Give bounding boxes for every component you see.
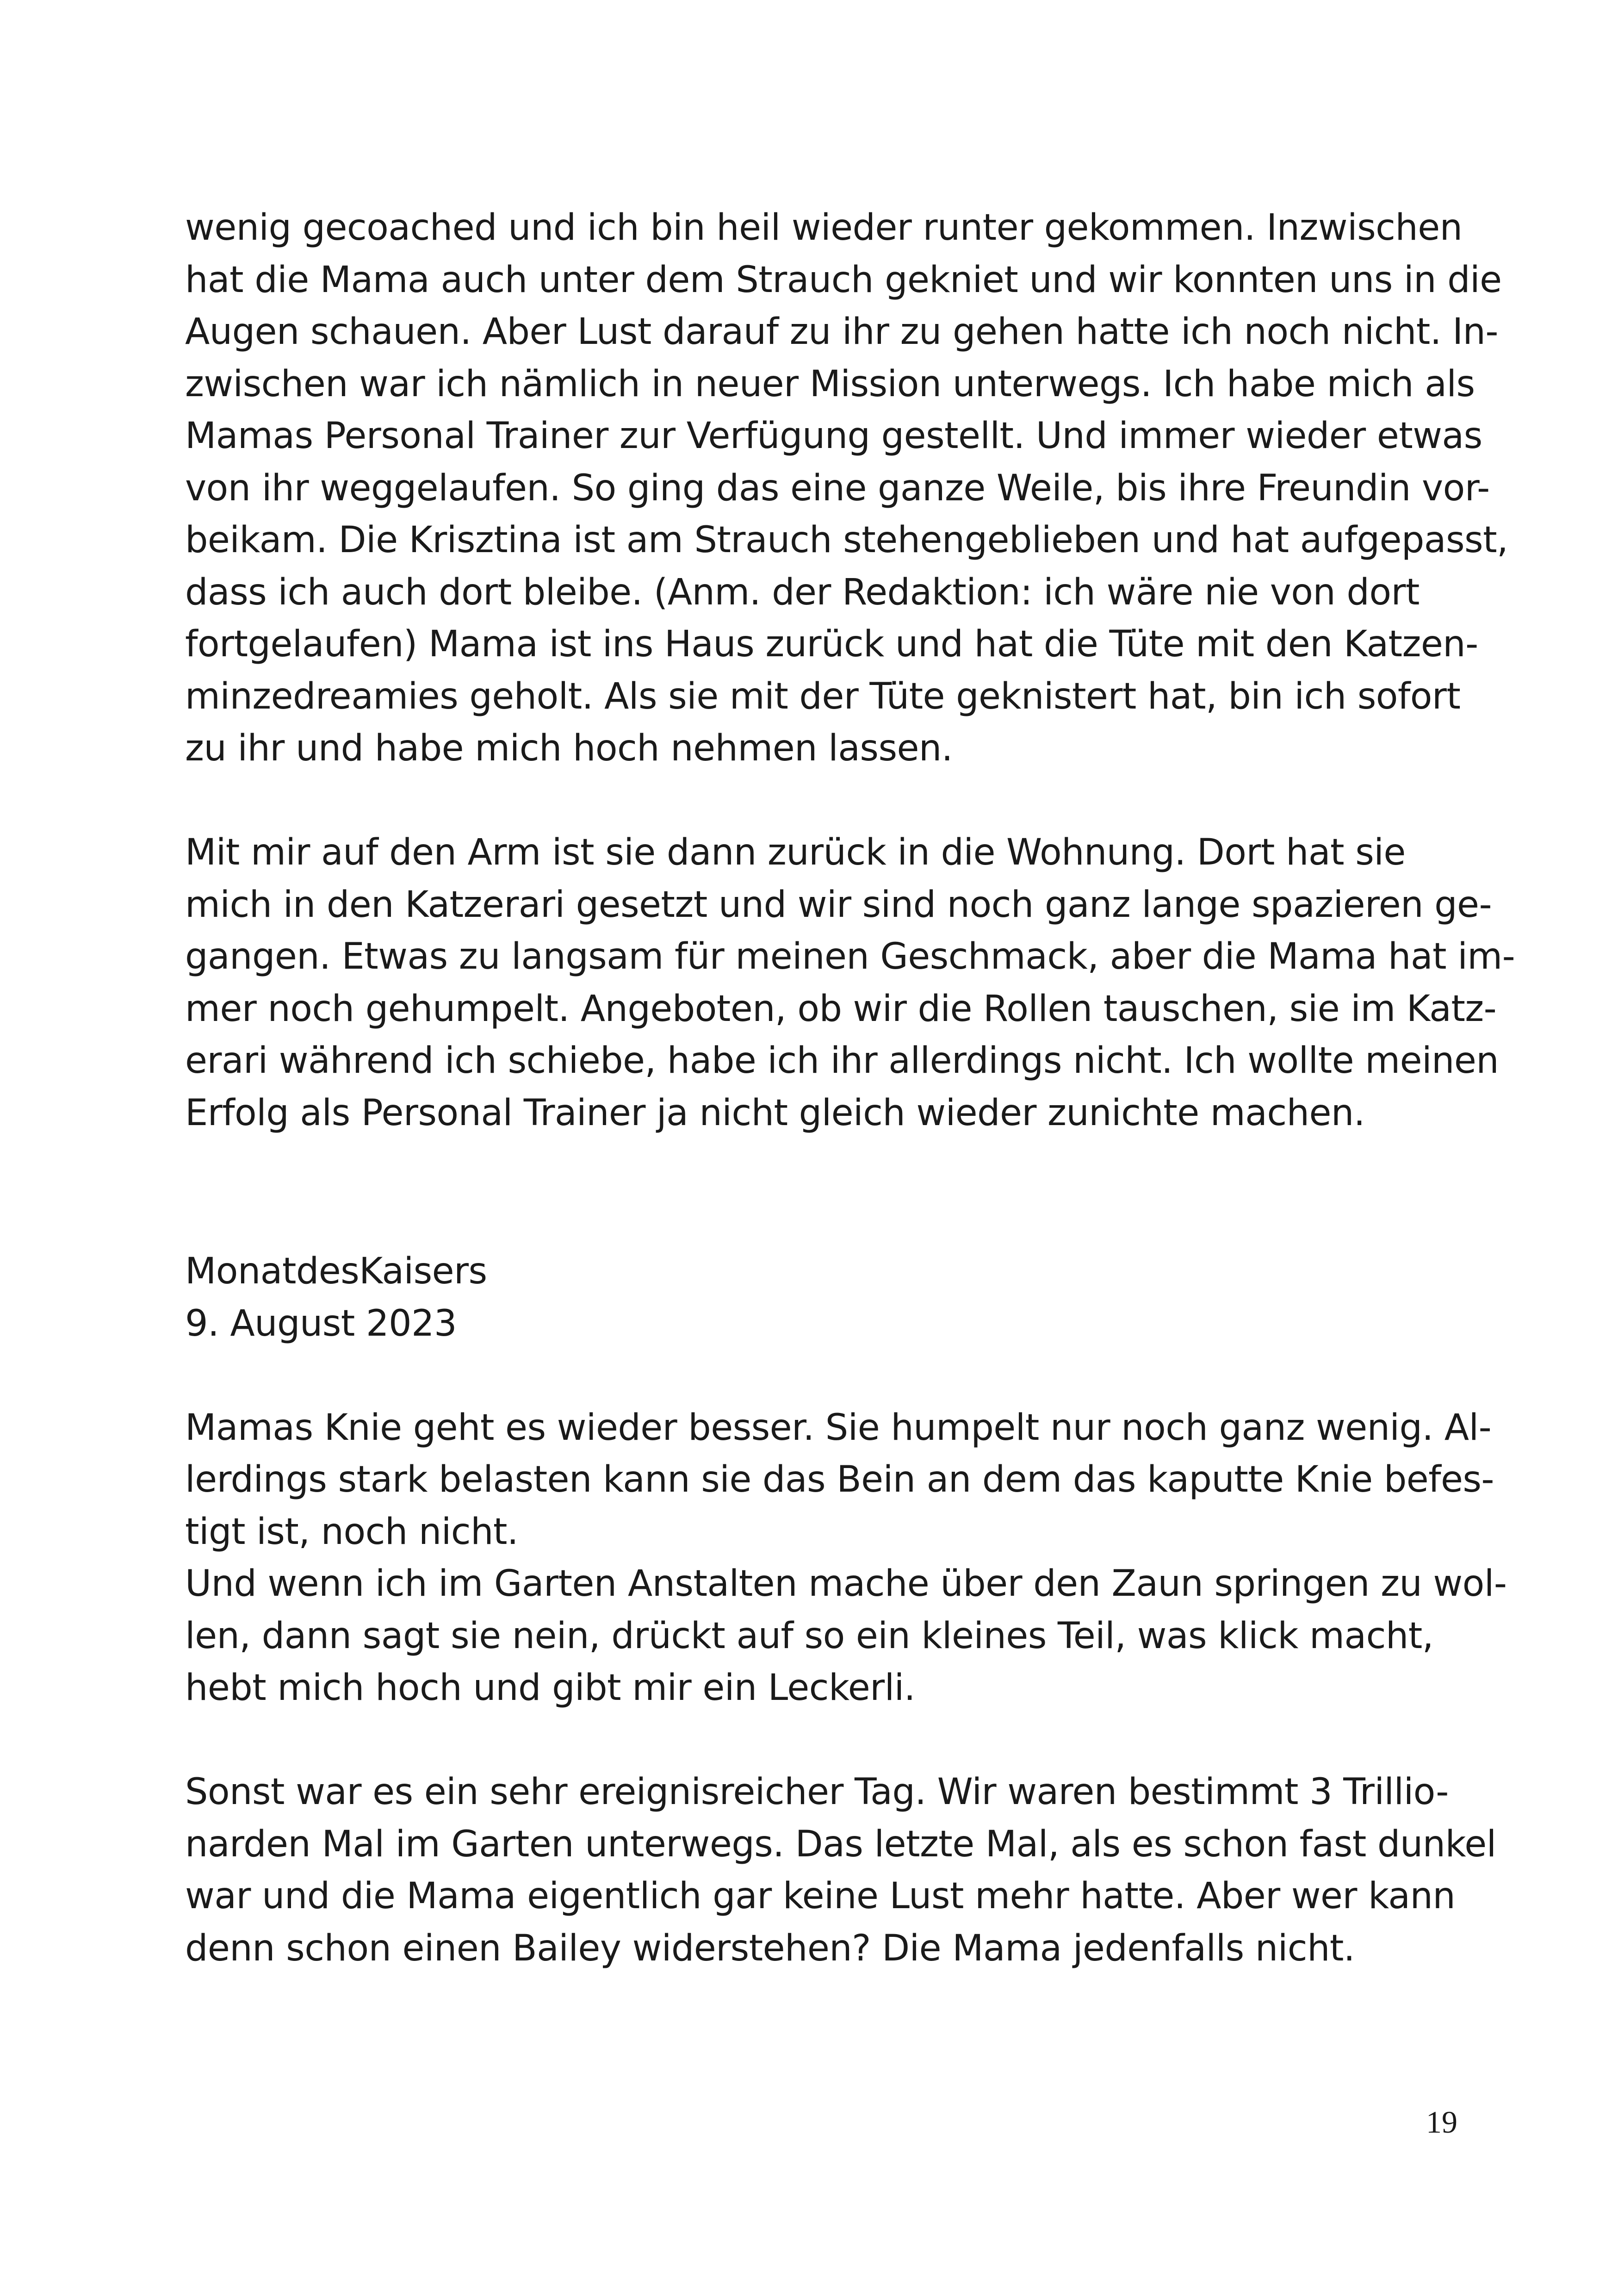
text-line: gangen. Etwas zu langsam für meinen Geschmack, aber die Mama hat im-	[185, 936, 1515, 977]
text-line: tigt ist, noch nicht.	[185, 1511, 519, 1553]
entry-header	[185, 1245, 1453, 1350]
text-line: Mit mir auf den Arm ist sie dann zurück in die Wohnung. Dort hat sie	[185, 832, 1406, 873]
text-line: wenig gecoached und ich bin heil wieder runter gekommen. Inzwischen	[185, 207, 1463, 249]
paragraph-spacer	[185, 775, 1453, 827]
text-line: Erfolg als Personal Trainer ja nicht gleich wieder zunichte machen.	[185, 1092, 1365, 1134]
text-line: fortgelaufen) Mama ist ins Haus zurück und hat die Tüte mit den Katzen-	[185, 623, 1478, 665]
page-content	[185, 202, 1515, 1974]
paragraph-garden	[185, 1766, 1496, 1974]
section-spacer	[185, 1139, 1453, 1245]
text-line: erari während ich schiebe, habe ich ihr allerdings nicht. Ich wollte meinen	[185, 1040, 1499, 1082]
paragraph-spacer	[185, 1714, 1453, 1767]
entry-date: 9. August 2023	[185, 1302, 457, 1344]
entry-heading: MonatdesKaisers	[185, 1251, 487, 1292]
text-line: narden Mal im Garten unterwegs. Das letzte Mal, als es schon fast dunkel	[185, 1823, 1496, 1865]
text-line: zwischen war ich nämlich in neuer Mission unterwegs. Ich habe mich als	[185, 363, 1475, 405]
text-line: Augen schauen. Aber Lust darauf zu ihr zu gehen hatte ich noch nicht. In-	[185, 311, 1498, 353]
text-line: hebt mich hoch und gibt mir ein Leckerli.	[185, 1667, 915, 1709]
text-line: Und wenn ich im Garten Anstalten mache über den Zaun springen zu wol-	[185, 1563, 1507, 1605]
text-line: Sonst war es ein sehr ereignisreicher Tag. Wir waren bestimmt 3 Trillio-	[185, 1771, 1449, 1813]
page-number: 19	[1426, 2104, 1457, 2140]
text-line: war und die Mama eigentlich gar keine Lust mehr hatte. Aber wer kann	[185, 1875, 1456, 1917]
text-line: minzedreamies geholt. Als sie mit der Tüte geknistert hat, bin ich sofort	[185, 675, 1461, 717]
text-line: len, dann sagt sie nein, drückt auf so ein kleines Teil, was klick macht,	[185, 1615, 1433, 1657]
text-line: mer noch gehumpelt. Angeboten, ob wir die Rollen tauschen, sie im Katz-	[185, 988, 1497, 1030]
text-line: Mamas Personal Trainer zur Verfügung gestellt. Und immer wieder etwas	[185, 415, 1482, 457]
text-line: hat die Mama auch unter dem Strauch gekniet und wir konnten uns in die	[185, 259, 1502, 301]
text-line: mich in den Katzerari gesetzt und wir sind noch ganz lange spazieren ge-	[185, 884, 1492, 926]
text-line: lerdings stark belasten kann sie das Bein an dem das kaputte Knie befes-	[185, 1459, 1494, 1500]
text-line: beikam. Die Krisztina ist am Strauch stehengeblieben und hat aufgepasst,	[185, 519, 1508, 561]
text-line: zu ihr und habe mich hoch nehmen lassen.	[185, 728, 953, 769]
text-line: dass ich auch dort bleibe. (Anm. der Redaktion: ich wäre nie von dort	[185, 571, 1420, 613]
paragraph-spacer	[185, 1350, 1453, 1402]
paragraph-continuation	[185, 202, 1508, 775]
paragraph-walk	[185, 827, 1515, 1139]
text-line: Mamas Knie geht es wieder besser. Sie humpelt nur noch ganz wenig. Al-	[185, 1406, 1492, 1449]
text-line: von ihr weggelaufen. So ging das eine ganze Weile, bis ihre Freundin vor-	[185, 467, 1490, 509]
paragraph-knee	[185, 1402, 1507, 1714]
text-line: denn schon einen Bailey widerstehen? Die Mama jedenfalls nicht.	[185, 1927, 1355, 1969]
